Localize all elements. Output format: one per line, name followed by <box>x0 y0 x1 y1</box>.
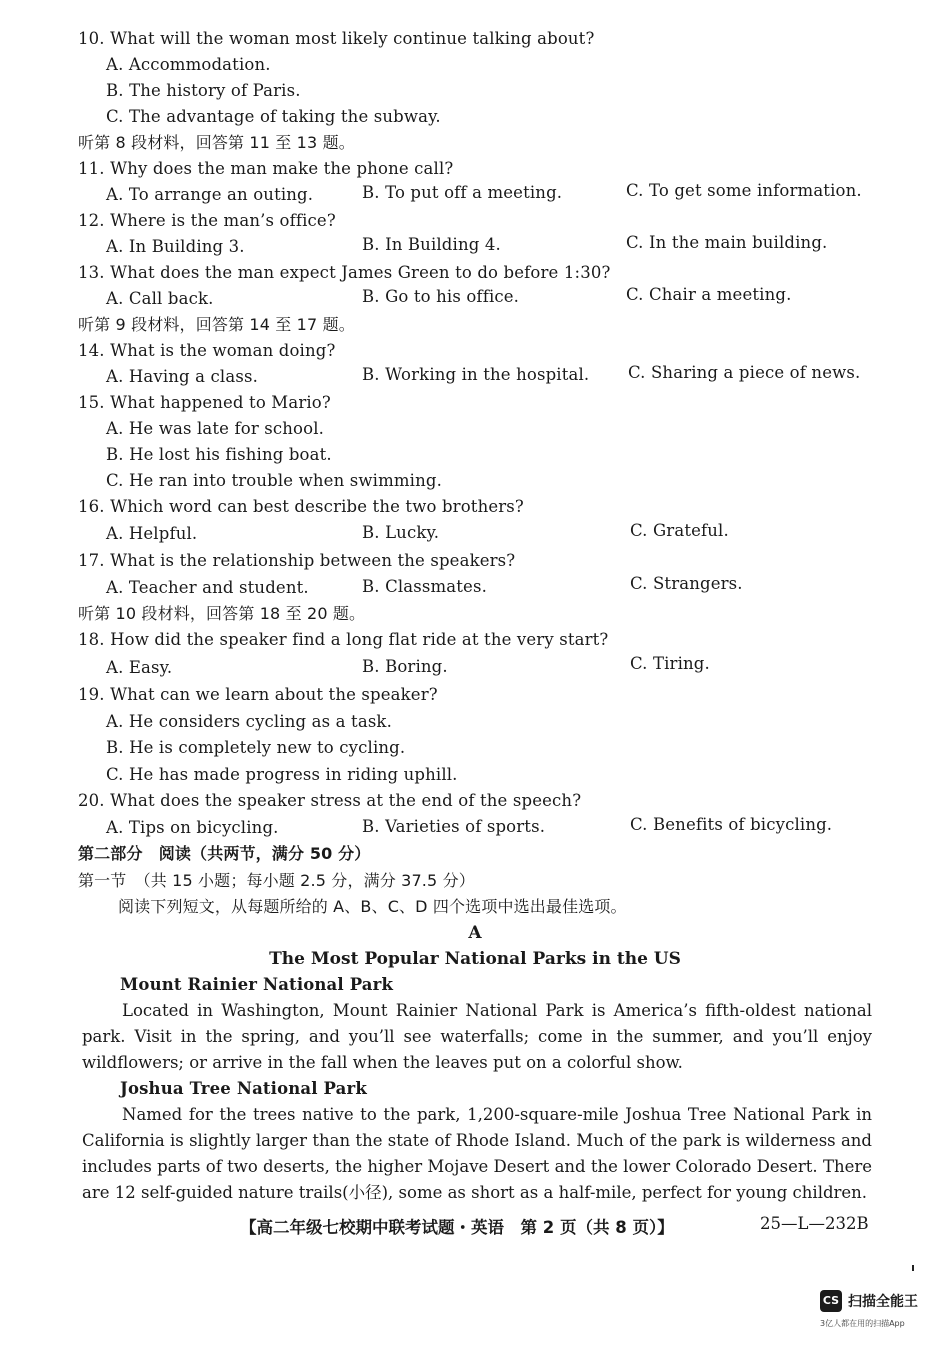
question-10-option-a: A. Accommodation. <box>106 55 271 74</box>
question-20-option-c: C. Benefits of bicycling. <box>630 815 833 834</box>
question-14-stem: 14. What is the woman doing? <box>78 341 336 360</box>
question-18-option-b: B. Boring. <box>362 657 448 676</box>
question-17-stem: 17. What is the relationship between the speakers? <box>78 551 516 570</box>
question-18-stem: 18. How did the speaker find a long flat ride at the very start? <box>78 630 609 649</box>
scanner-tagline: 3亿人都在用的扫描App <box>820 1319 905 1328</box>
park-2-heading: Joshua Tree National Park <box>120 1079 367 1098</box>
scanner-app-name: 扫描全能王 <box>848 1294 918 1310</box>
question-17-option-c: C. Strangers. <box>630 574 743 593</box>
park-1-heading: Mount Rainier National Park <box>120 975 394 994</box>
question-10-stem: 10. What will the woman most likely continue talking about? <box>78 29 595 48</box>
scanner-watermark <box>818 1290 933 1330</box>
paper-code: 25—L—232B <box>760 1214 869 1233</box>
question-15-option-a: A. He was late for school. <box>106 419 325 438</box>
question-11-stem: 11. Why does the man make the phone call? <box>78 159 454 178</box>
question-20-option-a: A. Tips on bicycling. <box>106 818 279 837</box>
section-9-heading: 听第 9 段材料，回答第 14 至 17 题。 <box>78 315 355 334</box>
question-16-stem: 16. Which word can best describe the two brothers? <box>78 497 524 516</box>
question-19-option-a: A. He considers cycling as a task. <box>106 712 392 731</box>
question-18-option-a: A. Easy. <box>106 658 173 677</box>
park-1-text: Located in Washington, Mount Rainier National Park is America’s fifth-oldest national park. Visit in the spring, and you’ll see waterfalls; come in the summer, and you’ll enjoy wildflowers; or arrive in the fall when the leaves put on a colorful show. <box>82 1001 872 1072</box>
question-17-option-b: B. Classmates. <box>362 577 487 596</box>
page-footer: 【高二年级七校期中联考试题・英语 第 2 页（共 8 页）】 <box>240 1218 674 1237</box>
question-18-option-c: C. Tiring. <box>630 654 710 673</box>
park-2-text: Named for the trees native to the park, 1,200-square-mile Joshua Tree National Park in California is slightly larger than the state of Rhode Island. Much of the park is wilderness and includes parts of two deserts, the higher Mojave Desert and the lower Colorado Desert. There are 12 self-guided nature trails(小径), some as short as a half-mile, perfect for young children. <box>82 1105 872 1202</box>
question-19-stem: 19. What can we learn about the speaker? <box>78 685 438 704</box>
question-11-option-b: B. To put off a meeting. <box>362 183 563 202</box>
question-13-option-a: A. Call back. <box>106 289 214 308</box>
question-13-option-b: B. Go to his office. <box>362 287 520 306</box>
question-13-option-c: C. Chair a meeting. <box>626 285 792 304</box>
passage-title: The Most Popular National Parks in the US <box>269 949 681 969</box>
question-20-option-b: B. Varieties of sports. <box>362 817 546 836</box>
question-12-option-a: A. In Building 3. <box>106 237 245 256</box>
question-14-option-b: B. Working in the hospital. <box>362 365 590 384</box>
question-20-stem: 20. What does the speaker stress at the end of the speech? <box>78 791 582 810</box>
question-16-option-c: C. Grateful. <box>630 521 729 540</box>
question-19-option-b: B. He is completely new to cycling. <box>106 738 406 757</box>
question-15-stem: 15. What happened to Mario? <box>78 393 331 412</box>
question-15-option-c: C. He ran into trouble when swimming. <box>106 471 442 490</box>
question-19-option-c: C. He has made progress in riding uphill. <box>106 765 458 784</box>
question-13-stem: 13. What does the man expect James Green to do before 1:30? <box>78 263 611 282</box>
question-12-stem: 12. Where is the man’s office? <box>78 211 336 230</box>
section-8-heading: 听第 8 段材料，回答第 11 至 13 题。 <box>78 133 355 152</box>
part-2-heading: 第二部分 阅读（共两节，满分 50 分） <box>78 844 371 863</box>
question-10-option-c: C. The advantage of taking the subway. <box>106 107 441 126</box>
reading-instruction: 阅读下列短文，从每题所给的 A、B、C、D 四个选项中选出最佳选项。 <box>118 897 627 916</box>
section-10-heading: 听第 10 段材料，回答第 18 至 20 题。 <box>78 604 366 623</box>
question-16-option-b: B. Lucky. <box>362 523 440 542</box>
section-1-heading: 第一节 （共 15 小题；每小题 2.5 分，满分 37.5 分） <box>78 871 475 890</box>
camscanner-logo-icon: CS <box>820 1290 842 1312</box>
question-11-option-a: A. To arrange an outing. <box>106 185 314 204</box>
question-11-option-c: C. To get some information. <box>626 181 862 200</box>
question-14-option-a: A. Having a class. <box>106 367 258 386</box>
scan-speck <box>912 1265 914 1271</box>
park-2-paragraph <box>82 1102 872 1206</box>
passage-letter: A <box>468 923 482 943</box>
question-10-option-b: B. The history of Paris. <box>106 81 301 100</box>
question-14-option-c: C. Sharing a piece of news. <box>628 363 861 382</box>
question-17-option-a: A. Teacher and student. <box>106 578 309 597</box>
question-12-option-c: C. In the main building. <box>626 233 828 252</box>
question-15-option-b: B. He lost his fishing boat. <box>106 445 332 464</box>
question-12-option-b: B. In Building 4. <box>362 235 501 254</box>
park-1-paragraph <box>82 998 872 1076</box>
question-16-option-a: A. Helpful. <box>106 524 198 543</box>
